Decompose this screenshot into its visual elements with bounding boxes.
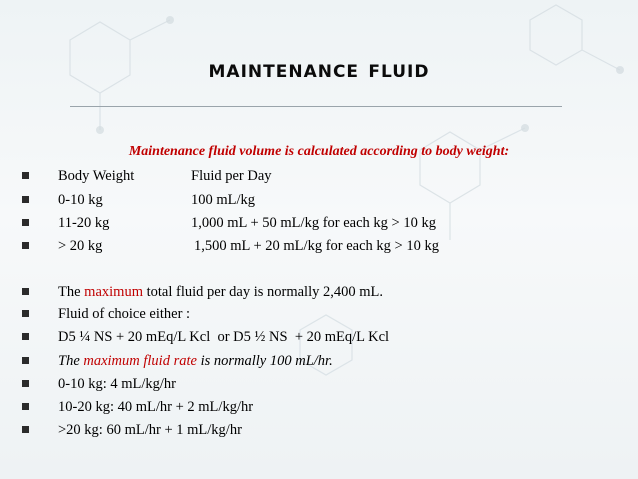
bullet-icon — [22, 357, 29, 364]
weight-cell: 11-20 kg — [58, 215, 110, 231]
header-body-weight: Body Weight — [58, 168, 135, 184]
max-total-text — [58, 281, 383, 303]
text-segment: The — [58, 353, 84, 369]
bullet-icon — [22, 172, 29, 179]
rate-text: 10-20 kg: 40 mL/hr + 2 mL/kg/hr — [58, 399, 254, 415]
bullet-icon — [22, 426, 29, 433]
bullet-icon — [22, 403, 29, 410]
fluid-cell: 100 mL/kg — [191, 192, 256, 208]
bullet-icon — [22, 310, 29, 317]
bullet-icon — [22, 288, 29, 295]
text-segment: total fluid per day is normally 2,400 mL. — [142, 284, 383, 300]
fluid-cell: 1,500 mL + 20 mL/kg for each kg > 10 kg — [194, 238, 439, 254]
bullet-icon — [22, 196, 29, 203]
text-segment: The — [58, 284, 85, 300]
max-rate-text — [58, 350, 333, 372]
fluid-cell: 1,000 mL + 50 mL/kg for each kg > 10 kg — [191, 215, 436, 231]
bullet-icon — [22, 333, 29, 340]
fluid-choice-text: Fluid of choice either : — [58, 306, 191, 322]
fluid-options-text: D5 ¼ NS + 20 mEq/L Kcl or D5 ½ NS + 20 mEq/L Kcl — [58, 329, 390, 345]
header-fluid-per-day: Fluid per Day — [191, 168, 272, 184]
rate-text: >20 kg: 60 mL/hr + 1 mL/kg/hr — [58, 422, 242, 438]
highlight-max-fluid-rate: maximum fluid rate — [83, 353, 197, 369]
subtitle: Maintenance fluid volume is calculated according to body weight: — [128, 144, 510, 159]
weight-cell: 0-10 kg — [58, 192, 103, 208]
bullet-icon — [22, 380, 29, 387]
bullet-icon — [22, 219, 29, 226]
weight-cell: > 20 kg — [58, 238, 103, 254]
bullet-icon — [22, 242, 29, 249]
rate-text: 0-10 kg: 4 mL/kg/hr — [58, 376, 177, 392]
slide-title: maintenance fluid — [208, 55, 430, 83]
text-segment: is normally 100 mL/hr. — [196, 353, 333, 369]
highlight-maximum: maximum — [84, 284, 143, 300]
title-divider — [70, 106, 562, 107]
